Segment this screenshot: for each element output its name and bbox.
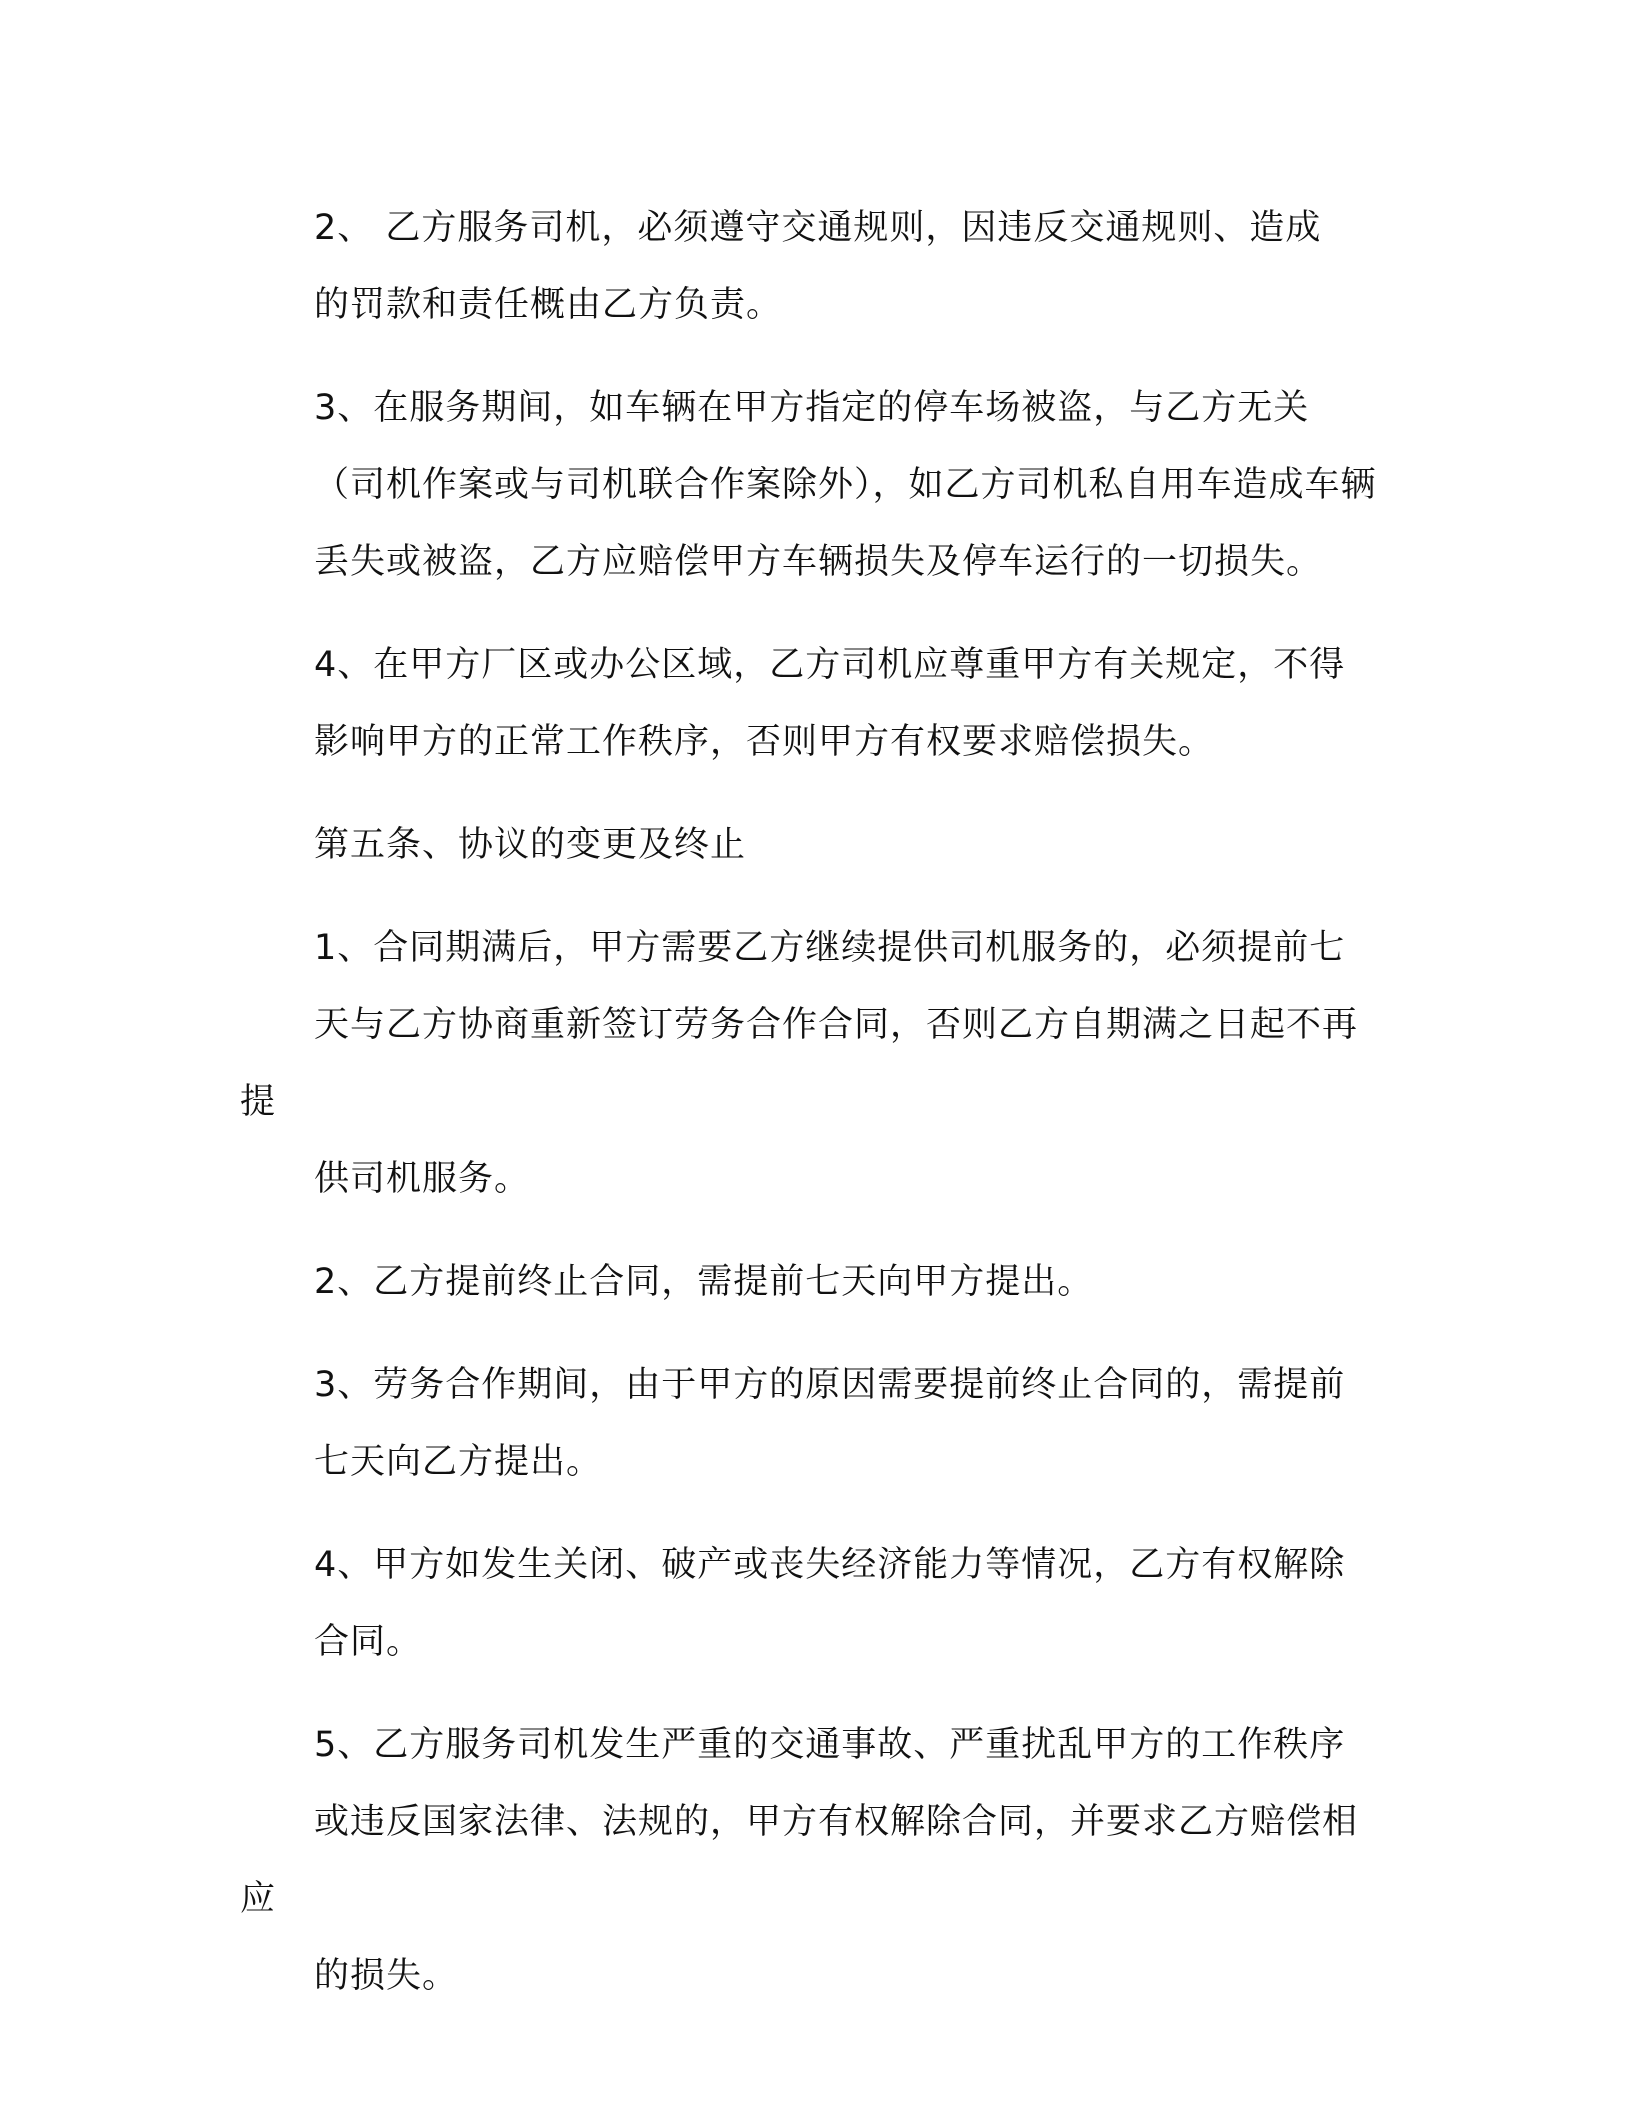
- heading-line: 第五条、协议的变更及终止: [314, 825, 747, 865]
- paragraph-line: 影响甲方的正常工作秩序，否则甲方有权要求赔偿损失。: [314, 722, 1215, 762]
- clause-paragraph-4-party-a-closure: [240, 1527, 1390, 1681]
- paragraph-line: 2、乙方提前终止合同，需提前七天向甲方提出。: [314, 1262, 1094, 1302]
- paragraph-line: 或违反国家法律、法规的，甲方有权解除合同，并要求乙方赔偿相应: [240, 1802, 1359, 1919]
- clause-paragraph-2-early-termination-party-b: [240, 1244, 1390, 1321]
- paragraph-line: 天与乙方协商重新签订劳务合作合同，否则乙方自期满之日起不再提: [240, 1005, 1359, 1122]
- paragraph-line: 5、乙方服务司机发生严重的交通事故、严重扰乱甲方的工作秩序: [314, 1725, 1346, 1765]
- paragraph-line: 丢失或被盗，乙方应赔偿甲方车辆损失及停车运行的一切损失。: [314, 542, 1323, 582]
- paragraph-line: （司机作案或与司机联合作案除外），如乙方司机私自用车造成车辆: [314, 465, 1377, 505]
- paragraph-line: 的损失。: [314, 1956, 459, 1996]
- paragraph-line: 七天向乙方提出。: [314, 1442, 603, 1482]
- clause-paragraph-4-respect-regulations: [240, 627, 1390, 781]
- paragraph-line: 3、劳务合作期间，由于甲方的原因需要提前终止合同的，需提前: [314, 1365, 1346, 1405]
- paragraph-line: 供司机服务。: [314, 1159, 531, 1199]
- clause-paragraph-1-contract-renewal: [240, 910, 1390, 1218]
- paragraph-line: 2、 乙方服务司机，必须遵守交通规则，因违反交通规则、造成: [314, 208, 1322, 248]
- clause-paragraph-2-driver-traffic-rules: [240, 190, 1390, 344]
- clause-paragraph-5-serious-violations: [240, 1707, 1390, 2015]
- paragraph-line: 1、合同期满后，甲方需要乙方继续提供司机服务的，必须提前七: [314, 928, 1346, 968]
- paragraph-line: 3、在服务期间，如车辆在甲方指定的停车场被盗，与乙方无关: [314, 388, 1310, 428]
- paragraph-line: 的罚款和责任概由乙方负责。: [314, 285, 783, 325]
- paragraph-line: 4、在甲方厂区或办公区域，乙方司机应尊重甲方有关规定，不得: [314, 645, 1346, 685]
- section-heading-article-5: [240, 807, 1390, 884]
- paragraph-line: 4、甲方如发生关闭、破产或丧失经济能力等情况，乙方有权解除: [314, 1545, 1346, 1585]
- clause-paragraph-3-vehicle-theft: [240, 370, 1390, 601]
- clause-paragraph-3-early-termination-party-a: [240, 1347, 1390, 1501]
- document-body: [240, 190, 1390, 2041]
- paragraph-line: 合同。: [314, 1622, 423, 1662]
